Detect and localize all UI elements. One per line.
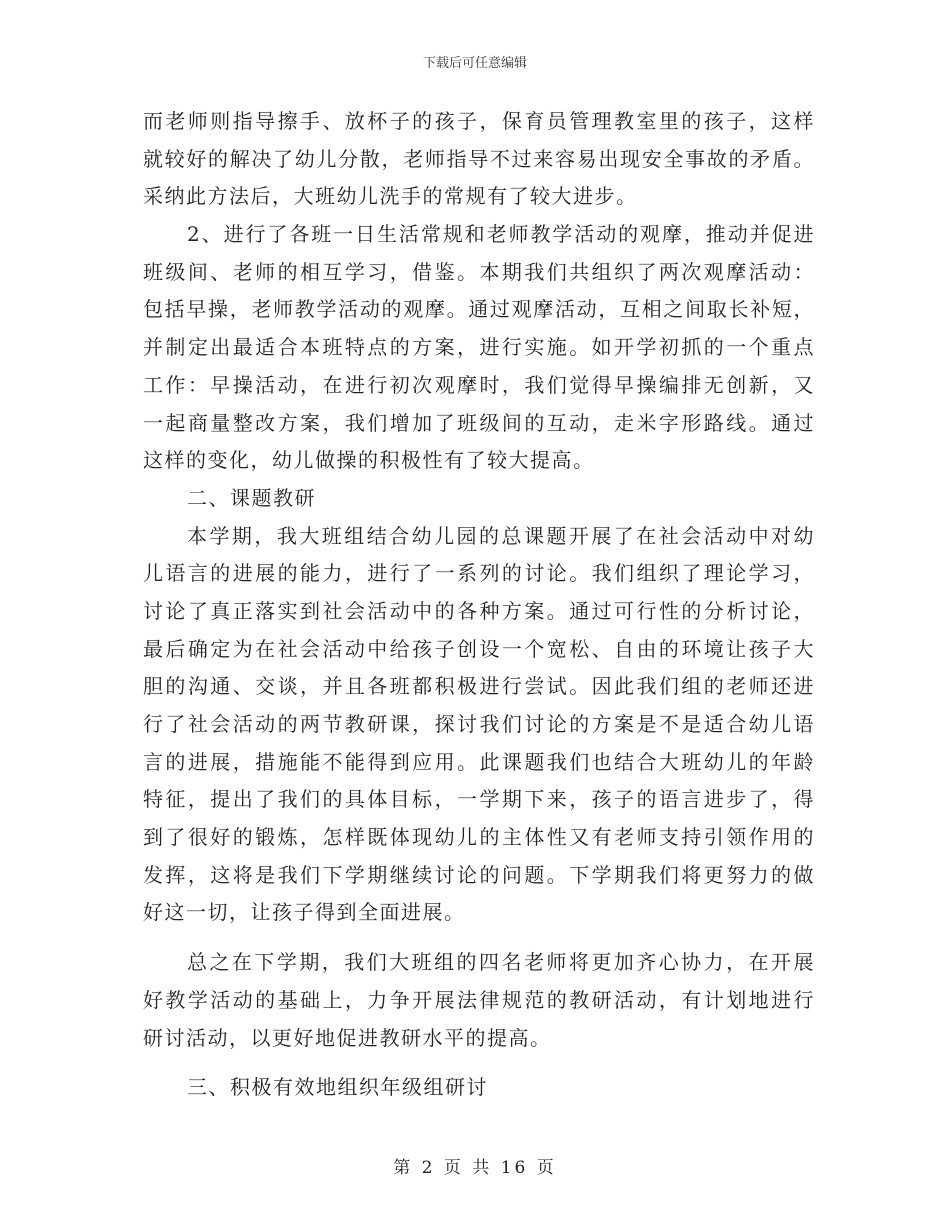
document-body [143, 103, 815, 1107]
page-header: 下载后可任意编辑 [422, 56, 527, 71]
paragraph-line: 班级间、老师的相互学习，借鉴。本期我们共组织了两次观摩活动： [143, 259, 815, 284]
paragraph-line: 总之在下学期，我们大班组的四名老师将更加齐心协力，在开展 [187, 950, 815, 975]
paragraph-line: 包括早操，老师教学活动的观摩。通过观摩活动，互相之间取长补短， [143, 297, 815, 322]
paragraph-line: 行了社会活动的两节教研课，探讨我们讨论的方案是不是适合幼儿语 [143, 712, 815, 736]
paragraph-line: 采纳此方法后，大班幼儿洗手的常规有了较大进步。 [143, 184, 638, 209]
paragraph-line: 就较好的解决了幼儿分散，老师指导不过来容易出现安全事故的矛盾。 [143, 146, 815, 171]
paragraph-line: 并制定出最适合本班特点的方案，进行实施。如开学初抓的一个重点 [143, 335, 815, 360]
paragraph-line: 特征，提出了我们的具体目标，一学期下来，孩子的语言进步了，得 [143, 787, 815, 812]
section-heading: 三、积极有效地组织年级组研讨 [187, 1075, 488, 1100]
paragraph-line: 好这一切，让孩子得到全面进展。 [143, 900, 466, 925]
paragraph-line: 本学期，我大班组结合幼儿园的总课题开展了在社会活动中对幼 [187, 523, 815, 548]
paragraph-line: 一起商量整改方案，我们增加了班级间的互动，走米字形路线。通过 [143, 410, 815, 435]
paragraph-line: 最后确定为在社会活动中给孩子创设一个宽松、自由的环境让孩子大 [143, 636, 815, 661]
paragraph-line: 这样的变化，幼儿做操的积极性有了较大提高。 [143, 448, 595, 473]
paragraph-line: 工作：早操活动，在进行初次观摩时，我们觉得早操编排无创新，又 [143, 372, 815, 397]
paragraph-line: 2、进行了各班一日生活常规和老师教学活动的观摩，推动并促进 [187, 222, 815, 247]
paragraph-line: 言的进展，措施能不能得到应用。此课题我们也结合大班幼儿的年龄 [143, 749, 815, 774]
page-number: 第 2 页 共 16 页 [393, 1158, 557, 1178]
paragraph-line: 讨论了真正落实到社会活动中的各种方案。通过可行性的分析讨论， [143, 598, 815, 623]
paragraph-line: 研讨活动，以更好地促进教研水平的提高。 [143, 1025, 552, 1050]
paragraph-line: 儿语言的进展的能力，进行了一系列的讨论。我们组织了理论学习， [143, 561, 815, 586]
paragraph-line: 到了很好的锻炼，怎样既体现幼儿的主体性又有老师支持引领作用的 [143, 825, 815, 850]
section-heading: 二、课题教研 [187, 485, 316, 510]
paragraph-line: 好教学活动的基础上，力争开展法律规范的教研活动，有计划地进行 [143, 987, 815, 1012]
paragraph-line: 而老师则指导擦手、放杯子的孩子，保育员管理教室里的孩子，这样 [143, 109, 815, 133]
paragraph-line: 发挥，这将是我们下学期继续讨论的问题。下学期我们将更努力的做 [143, 862, 815, 887]
paragraph-line: 胆的沟通、交谈，并且各班都积极进行尝试。因此我们组的老师还进 [143, 674, 815, 699]
